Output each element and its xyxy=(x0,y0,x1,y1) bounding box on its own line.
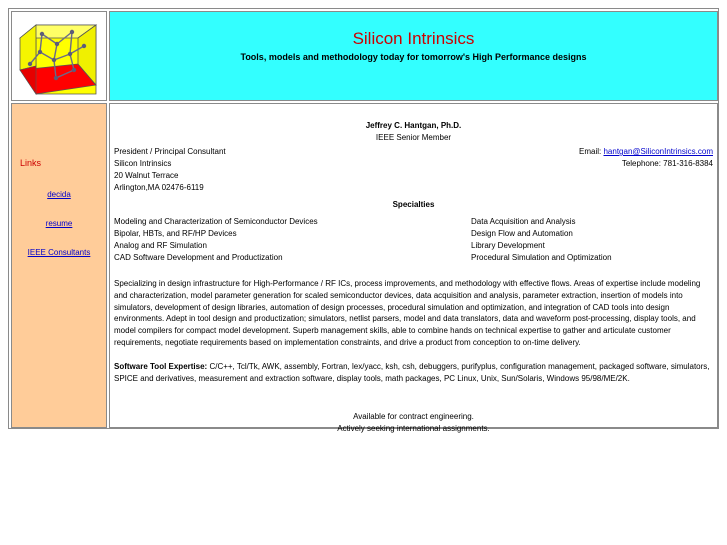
availability-line: Actively seeking international assignments. xyxy=(337,424,490,433)
address-line: Arlington,MA 02476-6119 xyxy=(114,183,204,192)
specialty-item: Library Development xyxy=(471,241,545,250)
site-title: Silicon Intrinsics xyxy=(352,29,475,48)
specialties-heading: Specialties xyxy=(392,200,435,209)
logo-cell xyxy=(11,11,107,101)
specialty-item: Data Acquisition and Analysis xyxy=(471,217,576,226)
email-link[interactable]: hantgan@SiliconIntrinsics.com xyxy=(603,147,713,156)
availability-line: Available for contract engineering. xyxy=(353,412,474,421)
specialty-item: Modeling and Characterization of Semiconductor Devices xyxy=(114,217,318,226)
sidebar-link-ieee-consultants[interactable]: IEEE Consultants xyxy=(27,248,91,257)
sidebar-link-decida[interactable]: decida xyxy=(47,190,71,199)
email-row xyxy=(579,146,713,157)
software-label: Software Tool Expertise: xyxy=(114,362,208,371)
cube-lattice-icon xyxy=(12,12,106,100)
address-line: President / Principal Consultant xyxy=(114,147,226,156)
page-frame xyxy=(8,8,719,433)
address-line: Silicon Intrinsics xyxy=(114,159,172,168)
specialty-item: Analog and RF Simulation xyxy=(114,241,207,250)
links-label: Links xyxy=(20,158,42,168)
specialty-item: Design Flow and Automation xyxy=(471,229,573,238)
address-line: 20 Walnut Terrace xyxy=(114,171,179,180)
summary-paragraph: Specializing in design infrastructure for High-Performance / RF ICs, process improvements, and methodology with effective flows. Areas of expertise include modeling and characterization, model parameter generation for scaled semiconductor devices, data acquisition and analysis, parameter extraction, insertion of models into simulators, development of design libraries, automation of design processes, procedural simulation and optimization, and integration of CAD tools into design environments. Adept in tool design and productization; simulators, netlist parsers, model and data translators, data and waveform post-processing, display tools, and model compilers for compact model development. Superb management skills, able to combine hands on technical expertise to gather and articulate customer requirements, negotiate requirements based on implementation constraints, and drive a product from conception to on-time delivery. xyxy=(114,279,701,347)
header-banner xyxy=(109,11,718,101)
sidebar xyxy=(11,103,107,428)
specialty-item: CAD Software Development and Productization xyxy=(114,253,283,262)
tagline: Tools, models and methodology today for tomorrow's High Performance designs xyxy=(240,52,587,62)
software-expertise xyxy=(114,361,714,385)
software-text: C/C++, Tcl/Tk, AWK, assembly, Fortran, lex/yacc, ksh, csh, debuggers, purifyplus, configuration management, packaged software, simulators, SPICE and derivatives, measurement and extraction software, display tools, math packages, PC Linux, Unix, Sun/Solaris, Windows 95/98/ME/2K. xyxy=(114,362,710,383)
specialty-item: Procedural Simulation and Optimization xyxy=(471,253,612,262)
sidebar-link-resume[interactable]: resume xyxy=(45,219,73,228)
email-label: Email: xyxy=(579,147,602,156)
profile-name: Jeffrey C. Hantgan, Ph.D. xyxy=(365,121,462,130)
profile-membership: IEEE Senior Member xyxy=(375,133,452,142)
main-content xyxy=(109,103,718,433)
specialty-item: Bipolar, HBTs, and RF/HP Devices xyxy=(114,229,237,238)
telephone: Telephone: 781-316-8384 xyxy=(621,159,713,168)
